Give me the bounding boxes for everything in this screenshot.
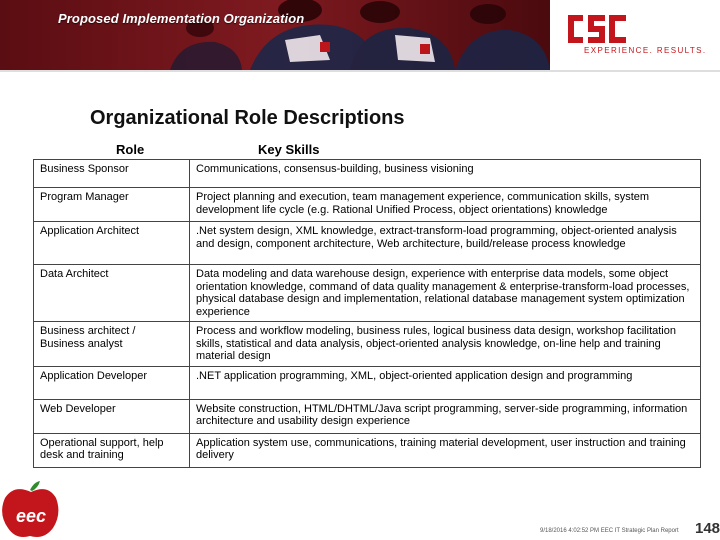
- table-row: [34, 399, 701, 433]
- table-row: [34, 160, 701, 188]
- role-cell: Application Architect: [34, 222, 190, 265]
- skills-cell: Website construction, HTML/DHTML/Java script programming, server-side programming, information architecture and usability design experience: [190, 399, 701, 433]
- table-row: [34, 366, 701, 399]
- skills-cell: Communications, consensus-building, business visioning: [190, 160, 701, 188]
- column-header-skills: Key Skills: [258, 142, 320, 157]
- role-cell: Data Architect: [34, 265, 190, 322]
- eec-apple-logo: [0, 480, 62, 540]
- footer-note: 9/18/2016 4:02:52 PM EEC IT Strategic Plan Report: [540, 528, 679, 534]
- role-cell: Program Manager: [34, 188, 190, 222]
- table-row: [34, 322, 701, 367]
- table-row: [34, 188, 701, 222]
- column-header-role: Role: [116, 142, 145, 157]
- page-title: Organizational Role Descriptions: [90, 107, 405, 129]
- skills-cell: .Net system design, XML knowledge, extract-transform-load programming, object-oriented analysis and design, component architecture, Web architecture, build/release process knowledge: [190, 222, 701, 265]
- skills-cell: Application system use, communications, training material development, user instruction and training delivery: [190, 433, 701, 467]
- role-cell: Application Developer: [34, 366, 190, 399]
- role-cell: Business Sponsor: [34, 160, 190, 188]
- csc-tagline: EXPERIENCE. RESULTS.: [584, 46, 707, 55]
- skills-cell: Project planning and execution, team management experience, communication skills, system development life cycle (e.g. Rational Unified Process, object orientations) knowledge: [190, 188, 701, 222]
- header-title: Proposed Implementation Organization: [58, 11, 305, 26]
- header-banner: [0, 0, 550, 70]
- role-cell: Operational support, help desk and training: [34, 433, 190, 467]
- skills-cell: Process and workflow modeling, business rules, logical business data design, workshop facilitation skills, statistical and data analysis, object-oriented analysis knowledge, on-line help and training material design: [190, 322, 701, 367]
- skills-cell: Data modeling and data warehouse design, experience with enterprise data models, some object orientation knowledge, command of data quality management & enterprise-transform-load processes, physical database design and implementation, relational database management system optimization experience: [190, 265, 701, 322]
- table-row: [34, 265, 701, 322]
- header-divider: [0, 70, 720, 72]
- skills-cell: .NET application programming, XML, object-oriented application design and programming: [190, 366, 701, 399]
- role-cell: Business architect / Business analyst: [34, 322, 190, 367]
- csc-logo: [566, 14, 628, 44]
- roles-table: [33, 159, 701, 468]
- table-row: [34, 222, 701, 265]
- role-cell: Web Developer: [34, 399, 190, 433]
- eec-logo-text: eec: [15, 506, 47, 526]
- table-row: [34, 433, 701, 467]
- page-number: 148: [695, 520, 720, 537]
